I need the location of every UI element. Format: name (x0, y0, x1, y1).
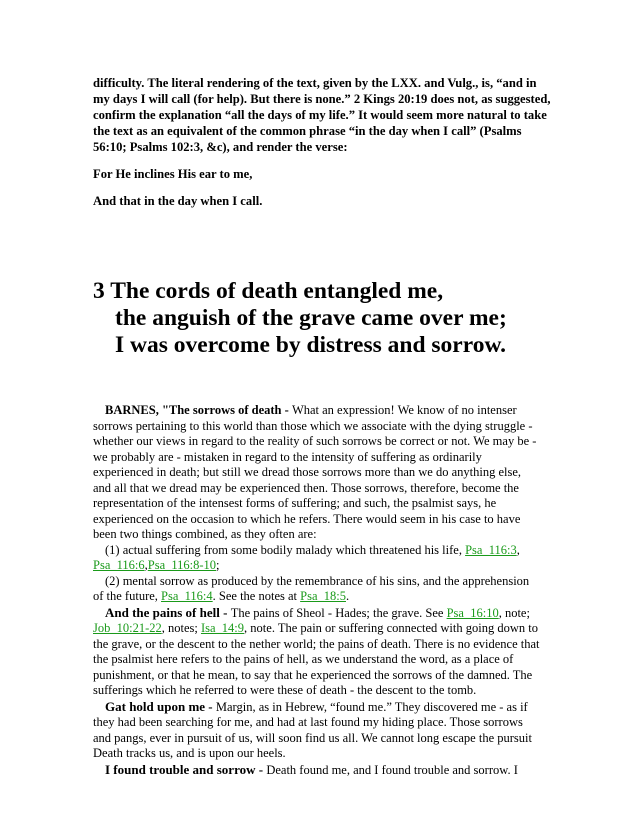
scripture-verse (93, 278, 613, 359)
commentary-paragraph-6: I found trouble and sorrow - Death found me, and I found trouble and sorrow. I (105, 761, 518, 777)
scripture-link[interactable]: Psa_18:5 (300, 589, 346, 603)
commentary-paragraph-3: (2) mental sorrow as produced by the remembrance of his sins, and the apprehension of the future, Psa_116:4. See the notes at Psa_18:5. (93, 573, 530, 603)
verse-line-3: I was overcome by distress and sorrow. (115, 332, 507, 358)
commentary-section (93, 403, 541, 778)
intro-paragraph: difficulty. The literal rendering of the text, given by the LXX. and Vulg., is, “and in my days I will call (for help). But there is none.” 2 Kings 20:19 does not, as suggested, confirm the explanation “all the days of my life.” It would seem more natural to take the text as an equivalent of the common phrase “in the day when I call” (Psalms 56:10; Psalms 102:3, &c), and render the verse: (93, 76, 551, 154)
commentary-paragraph-1 (93, 403, 541, 543)
commentary-heading: And the pains of hell - (105, 604, 231, 620)
intro-section (93, 75, 553, 220)
verse-line-1: 3 The cords of death entangled me, (93, 278, 444, 304)
commentary-heading: I found trouble and sorrow - (105, 761, 267, 777)
verse-rendering-line-1: For He inclines His ear to me, (93, 167, 253, 181)
scripture-link[interactable]: Psa_116:4 (161, 589, 213, 603)
scripture-link[interactable]: Psa_116:3 (465, 542, 517, 557)
commentary-paragraph-5: Gat hold upon me - Margin, as in Hebrew, “found me.” They discovered me - as if they had been searching for me, and had at last found my hiding place. Those sorrows and pangs, ever in pursuit of us, will soon find us all. We cannot long escape the pursuit Death tracks us, and is upon our heels. (93, 698, 532, 760)
commentary-paragraph-2: (1) actual suffering from some bodily malady which threatened his life, Psa_116:3, Psa_116:6,Psa_116:8-10; (93, 542, 520, 572)
scripture-link[interactable]: Psa_16:10 (446, 605, 499, 620)
scripture-link[interactable]: Psa_116:8-10 (147, 558, 217, 572)
scripture-link[interactable]: Job_10:21-22 (93, 621, 162, 635)
commentary-paragraph-4: And the pains of hell - The pains of Sheol - Hades; the grave. See Psa_16:10, note; Job_10:21-22, notes; Isa_14:9, note. The pain or suffering connected with going down to the grave, or the descent to the nether world; the pains of death. There is no evidence that the psalmist here refers to the pains of hell, as we understand the word, as a place of punishment, or that he mean, to say that he experienced the sorrows of the damned. The sufferings which he referred to were these of death - the descent to the tomb. (93, 604, 540, 697)
commentary-text: What an expression! We know of no intenser sorrows pertaining to this world than those which we associate with the dying struggle - whether our views in regard to the reality of such sorrows be correct or not. We may be - we probably are - mistaken in regard to the intensity of suffering as ordinarily experienced in death; but still we dread those sorrows more than we do anything else, and all that we dread may be experienced then. Those sorrows, therefore, become the representation of the intensest forms of suffering; and such, the psalmist says, he experienced on the occasion to which he refers. There would seem in his case to have been two things combined, as they often are: (93, 403, 537, 541)
commentary-heading: BARNES, "The sorrows of death - (105, 403, 292, 417)
verse-line-2: the anguish of the grave came over me; (115, 305, 507, 331)
scripture-link[interactable]: Psa_116:6 (93, 558, 145, 572)
verse-rendering-line-2: And that in the day when I call. (93, 194, 263, 208)
commentary-heading: Gat hold upon me - (105, 698, 216, 714)
scripture-link[interactable]: Isa_14:9 (200, 621, 245, 635)
